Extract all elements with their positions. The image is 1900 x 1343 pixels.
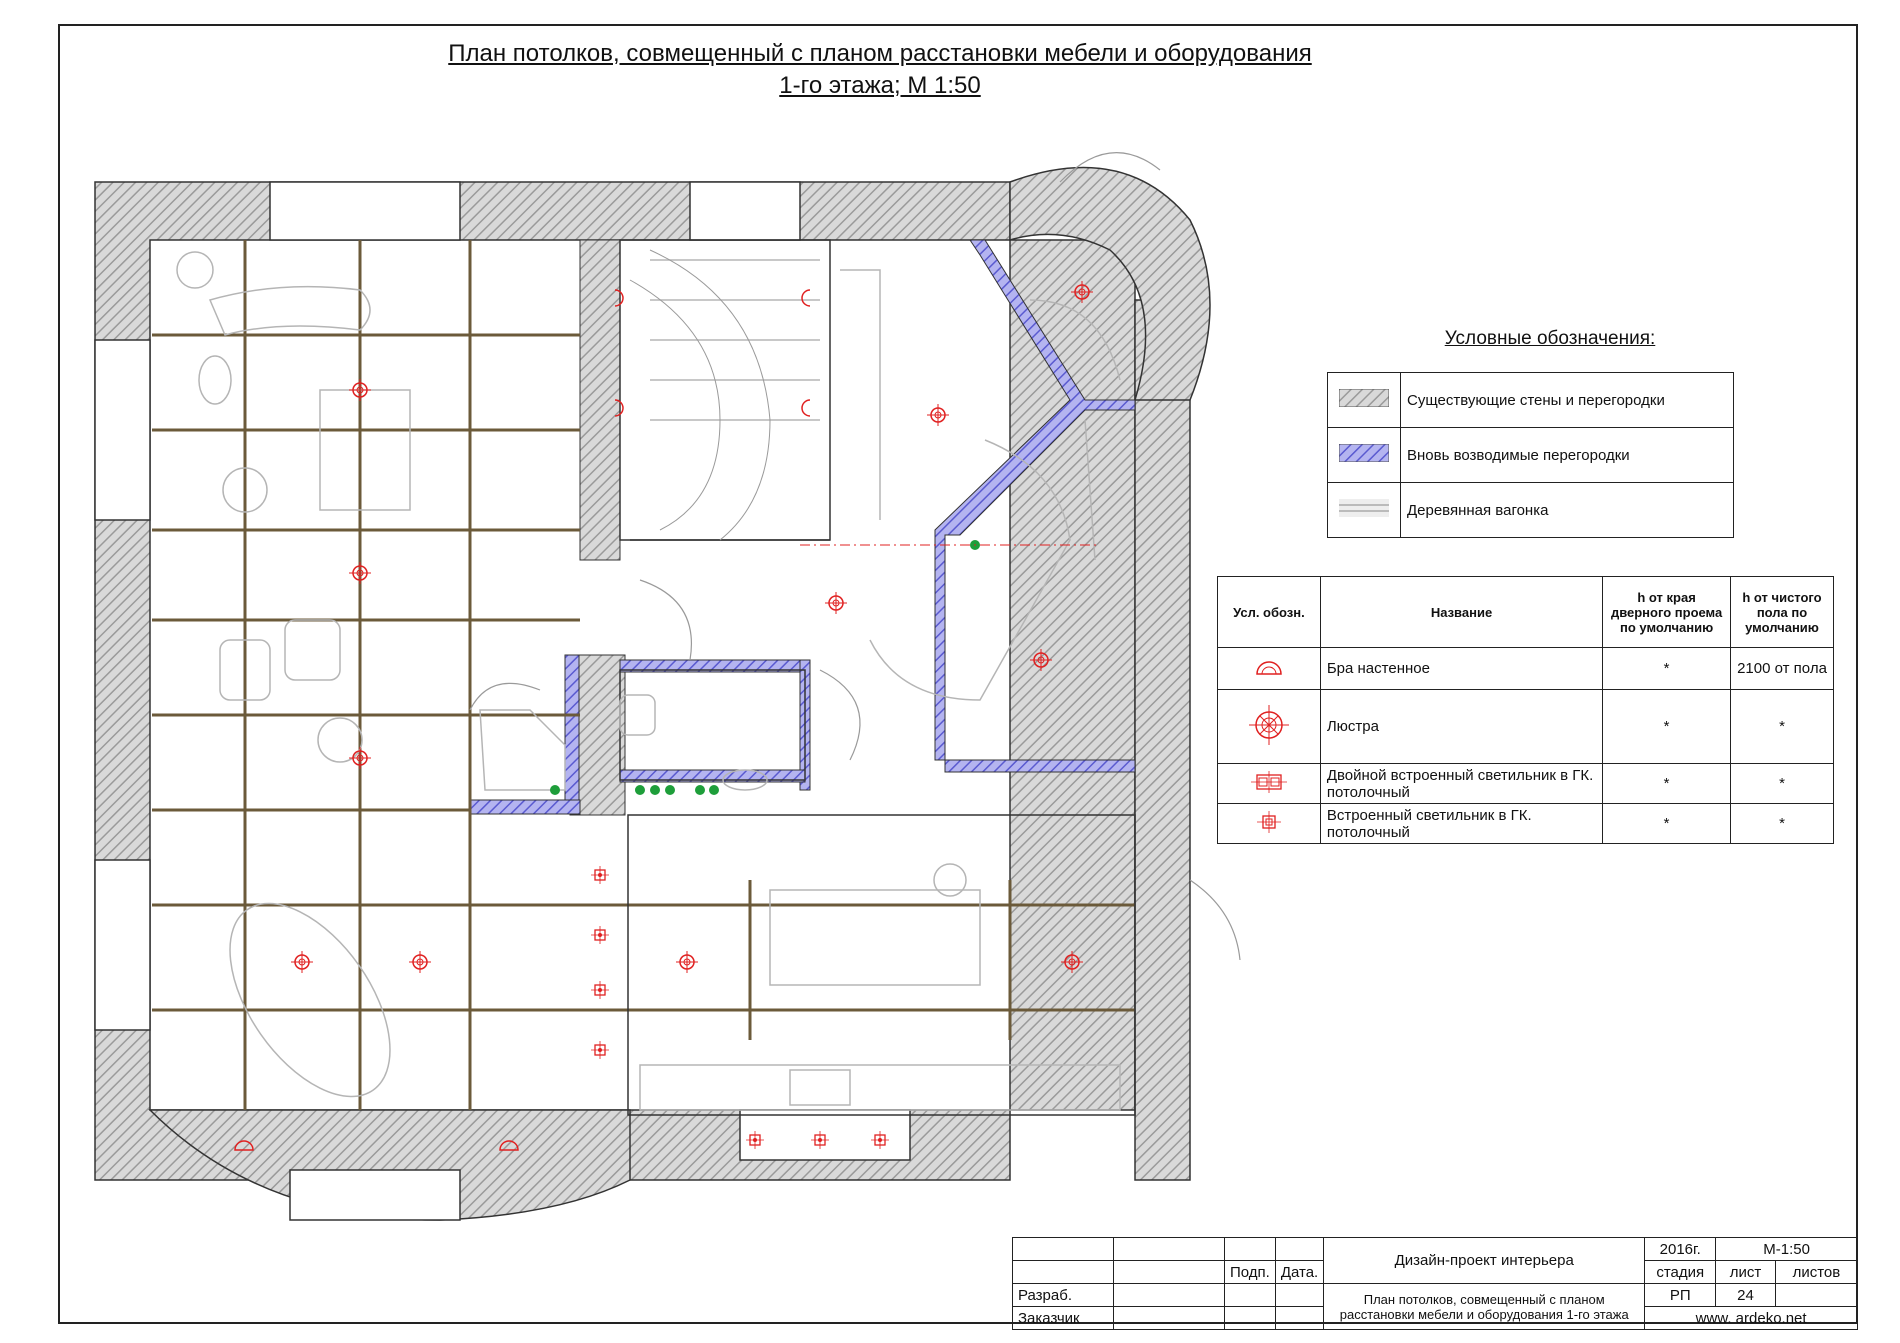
legend-label: Вновь возводимые перегородки (1401, 428, 1734, 483)
stamp-stage-label: стадия (1645, 1261, 1716, 1284)
legend-table (1327, 372, 1734, 538)
stamp-scale: М-1:50 (1716, 1238, 1858, 1261)
inner-wall-a (580, 240, 620, 560)
legend-label: Существующие стены и перегородки (1401, 373, 1734, 428)
stamp-client: Заказчик (1013, 1307, 1114, 1330)
fixture-name: Двойной встроенный светильник в ГК. потолочный (1320, 764, 1602, 804)
fixture-h-floor: * (1731, 764, 1834, 804)
sconce-icon (1249, 656, 1289, 678)
staircase (630, 250, 770, 540)
fixture-h-door: * (1603, 764, 1731, 804)
sheet-title: План потолков, совмещенный с планом расстановки мебели и оборудования 1-го этажа (1324, 1284, 1645, 1330)
stamp-year: 2016г. (1645, 1238, 1716, 1261)
fixtures-header (1218, 577, 1834, 648)
sconces (235, 290, 810, 1150)
furniture (177, 252, 1120, 1125)
stamp-stage: РП (1645, 1284, 1716, 1307)
fixture-row (1218, 648, 1834, 690)
window-top-mid (690, 182, 800, 240)
spotlights (591, 866, 889, 1149)
stamp-date-label: Дата. (1275, 1261, 1323, 1284)
fixture-row (1218, 804, 1834, 844)
fixture-h-floor: 2100 от пола (1731, 648, 1834, 690)
legend-row (1328, 373, 1734, 428)
stamp-sheets-label: листов (1775, 1261, 1857, 1284)
header-symbol: Усл. обозн. (1218, 577, 1321, 648)
stamp-sheet-label: лист (1716, 1261, 1776, 1284)
fixture-name: Люстра (1320, 690, 1602, 764)
title-line-2: 1-го этажа; М 1:50 (779, 72, 981, 99)
wood-cladding-swatch (1339, 499, 1389, 517)
fixture-name: Бра настенное (1320, 648, 1602, 690)
title-line-1: План потолков, совмещенный с планом расстановки мебели и оборудования (448, 40, 1312, 67)
fixture-row (1218, 690, 1834, 764)
fixture-name: Встроенный светильник в ГК. потолочный (1320, 804, 1602, 844)
window-bottom-1 (290, 1170, 460, 1220)
chandelier-icon (1247, 703, 1291, 747)
new-partition-swatch (1339, 444, 1389, 462)
east-wall (1135, 300, 1190, 1180)
stamp-sign-label: Подп. (1225, 1261, 1276, 1284)
spotlight-icon (1254, 810, 1284, 834)
stamp-sheets (1775, 1284, 1857, 1307)
fixture-h-door: * (1603, 648, 1731, 690)
wood-beams (152, 240, 1135, 1110)
stamp-developer: Разраб. (1013, 1284, 1114, 1307)
double-spotlight-icon (1249, 770, 1289, 794)
project-name: Дизайн-проект интерьера (1324, 1238, 1645, 1284)
legend-row (1328, 428, 1734, 483)
fixture-h-door: * (1603, 804, 1731, 844)
stamp-sheet: 24 (1716, 1284, 1776, 1307)
header-h-floor: h от чистого пола по умолчанию (1731, 577, 1834, 648)
legend-row (1328, 483, 1734, 538)
chandeliers (291, 281, 1093, 973)
fixture-h-floor: * (1731, 804, 1834, 844)
fixture-h-floor: * (1731, 690, 1834, 764)
legend-title: Условные обозначения: (1444, 328, 1656, 349)
window-left-2 (95, 860, 150, 1030)
window-left-1 (95, 340, 150, 520)
fixture-h-door: * (1603, 690, 1731, 764)
existing-wall-swatch (1339, 389, 1389, 407)
header-name: Название (1320, 577, 1602, 648)
header-h-door: h от края дверного проема по умолчанию (1603, 577, 1731, 648)
window-top-left (270, 182, 460, 240)
legend-label: Деревянная вагонка (1401, 483, 1734, 538)
fixtures-table (1217, 576, 1834, 844)
title-block (1012, 1237, 1858, 1330)
stamp-website: www. ardeko.net (1645, 1307, 1858, 1330)
fixture-row (1218, 764, 1834, 804)
